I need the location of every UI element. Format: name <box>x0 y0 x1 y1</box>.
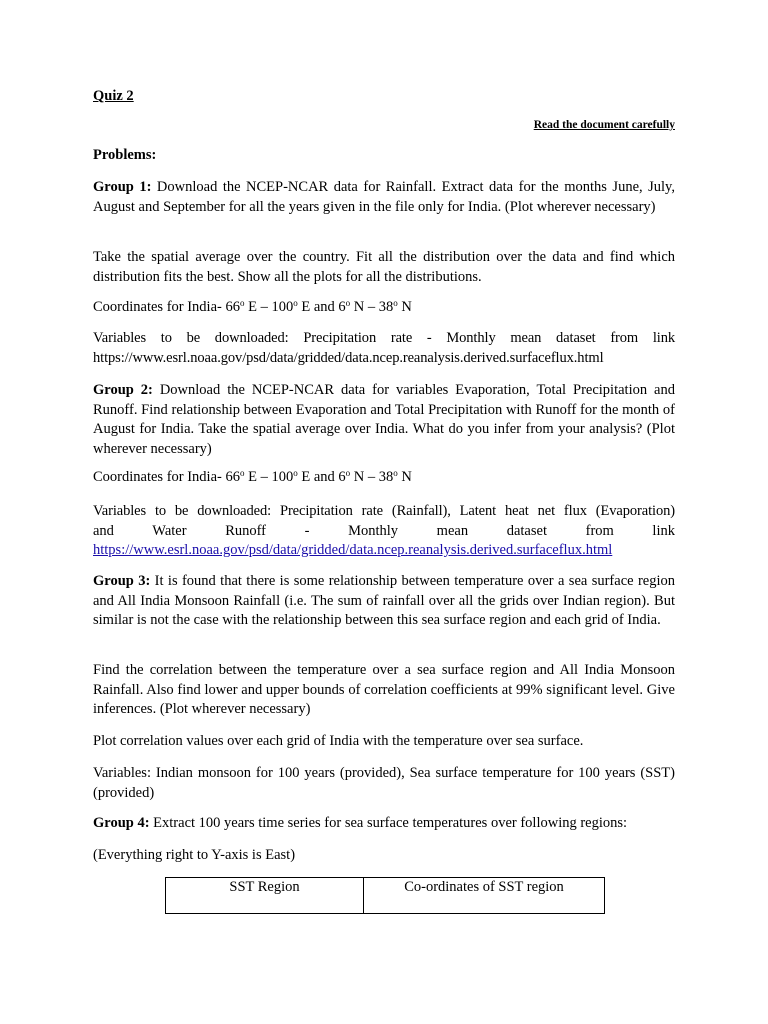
group4-label: Group 4: <box>93 815 150 831</box>
group1-coordinates: Coordinates for India- 66$^o$ E – 100$^o$ E and 6$^o$ N – 38$^o$ N <box>93 298 412 315</box>
surfaceflux-link[interactable]: https://www.esrl.noaa.gov/psd/data/gridded/data.ncep.reanalysis.derived.surfaceflux.html <box>93 542 613 558</box>
group1-label: Group 1: <box>93 179 152 195</box>
group1-variables: Variables to be downloaded: Precipitation rate - Monthly mean dataset from link https://www.esrl.noaa.gov/psd/data/gridded/data.ncep.reanalysis.derived.surfaceflux.html <box>93 330 675 366</box>
sst-region-table <box>165 877 605 914</box>
group2-text: Download the NCEP-NCAR data for variables Evaporation, Total Precipitation and Runoff. Find relationship between Evaporation and Total Precipitation with Runoff for the month of August for India. Take the spatial average over India. What do you infer from your analysis? (Plot wherever necessary) <box>93 382 675 457</box>
quiz-title: Quiz 2 <box>93 88 134 104</box>
group2-paragraph <box>93 381 675 459</box>
problems-heading: Problems: <box>93 147 157 163</box>
group3-text: It is found that there is some relationship between temperature over a sea surface region and All India Monsoon Rainfall (i.e. The sum of rainfall over all the grids over Indian region). But similar is not the case with the relationship between this sea surface region and each grid of India. <box>93 573 675 628</box>
group3-variables: Variables: Indian monsoon for 100 years (provided), Sea surface temperature for 100 years (SST) (provided) <box>93 765 675 801</box>
group4-paragraph <box>93 814 675 834</box>
group1-spatial-average: Take the spatial average over the country. Fit all the distribution over the data and find which distribution fits the best. Show all the plots for all the distributions. <box>93 249 675 285</box>
group3-paragraph <box>93 572 675 631</box>
table-header-sst-region: SST Region <box>166 878 364 914</box>
group3-label: Group 3: <box>93 573 151 589</box>
group2-variables: Variables to be downloaded: Precipitation rate (Rainfall), Latent heat net flux (Evaporation) and Water Runoff - Monthly mean dataset from link https://www.esrl.noaa.gov/psd/data/gridded/data.ncep.reanalysis.derived.surfaceflux.html <box>93 503 675 558</box>
group4-text: Extract 100 years time series for sea surface temperatures over following regions: <box>149 815 628 831</box>
group4-east-note: (Everything right to Y-axis is East) <box>93 847 296 863</box>
table-header-coordinates: Co-ordinates of SST region <box>364 878 605 914</box>
group2-coordinates: Coordinates for India- 66$^o$ E – 100$^o$ E and 6$^o$ N – 38$^o$ N <box>93 468 412 485</box>
group3-plot-correlation: Plot correlation values over each grid of India with the temperature over sea surface. <box>93 733 584 749</box>
group2-label: Group 2: <box>93 382 153 398</box>
read-carefully-note: Read the document carefully <box>533 119 675 131</box>
group3-correlation: Find the correlation between the temperature over a sea surface region and All India Monsoon Rainfall. Also find lower and upper bounds of correlation coefficients at 99% significant level. Give inferences. (Plot wherever necessary) <box>93 662 675 717</box>
group1-paragraph <box>93 178 675 217</box>
group1-text: Download the NCEP-NCAR data for Rainfall. Extract data for the months June, July, August and September for all the years given in the file only for India. (Plot wherever necessary) <box>93 179 675 215</box>
table-header-row <box>166 878 605 914</box>
